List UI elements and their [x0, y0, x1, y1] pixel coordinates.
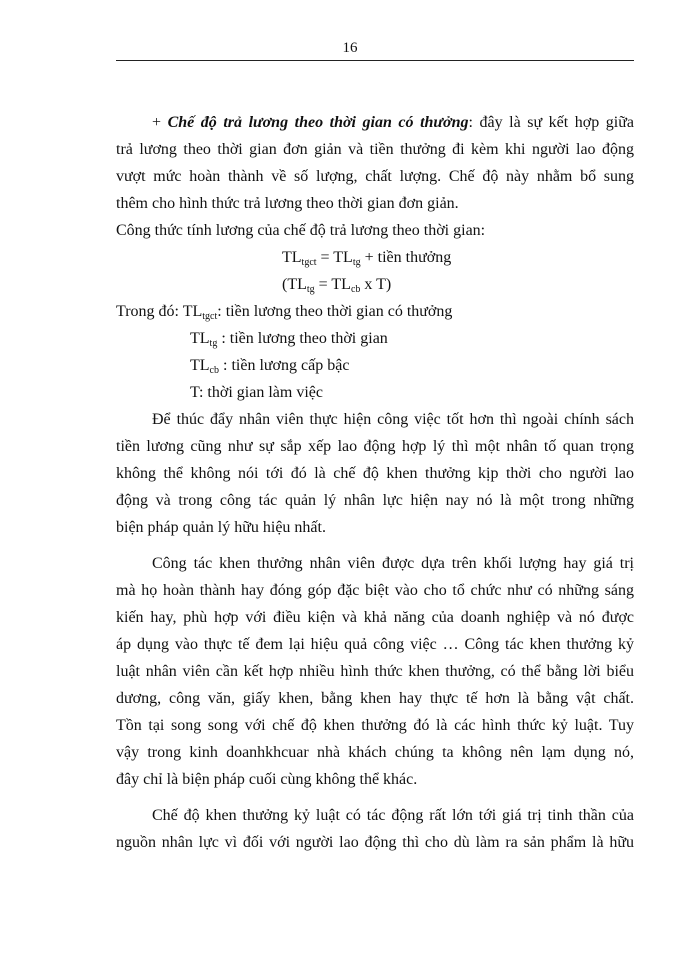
formula-text: = TL [314, 276, 351, 293]
formula-secondary [116, 271, 634, 298]
formula-text: x T) [360, 276, 392, 293]
paragraph-line: mà họ hoàn thành hay đóng góp đặc biệt vào cho tổ chức như có những sáng [116, 582, 634, 599]
paragraph-line: dương, công văn, giấy khen, bằng khen hay thực tế hơn là bằng vật chất. [116, 690, 634, 707]
paragraph-line: thêm cho hình thức trả lương theo thời gian đơn giản. [116, 195, 459, 212]
formula-text: (TL [282, 276, 307, 293]
paragraph-motivation [116, 406, 634, 541]
term-definition-start: : đây là sự kết hợp giữa [468, 114, 634, 131]
paragraph-line: Tồn tại song song với chế độ khen thưởng đó là các hình thức kỷ luật. Tuy [116, 717, 634, 734]
definition-text: : tiền lương theo thời gian [217, 330, 388, 347]
paragraph-line: đây chỉ là biện pháp cuối cùng không thể khác. [116, 771, 418, 788]
paragraph-line: nguồn nhân lực vì đối với người lao động thì cho dù làm ra sản phẩm là hữu [116, 834, 634, 851]
page-number: 16 [342, 40, 358, 56]
formula-subscript: tg [352, 257, 361, 268]
paragraph-reward-work [116, 550, 634, 793]
formula-main [116, 244, 634, 271]
formula-subscript: tgct [301, 257, 317, 268]
header-rule [116, 60, 634, 61]
paragraph-line [116, 109, 634, 136]
paragraph-line: áp dụng vào thực tế đem lại hiệu quả công việc … Công tác khen thưởng kỷ [116, 636, 634, 653]
paragraph-line: biện pháp quản lý hữu hiệu nhất. [116, 519, 326, 536]
term-heading: Chế độ trả lương theo thời gian có thưởng [167, 114, 469, 131]
definition-tgct [116, 298, 634, 325]
document-body [116, 109, 634, 856]
definition-prefix: Trong đó: TL [116, 303, 203, 320]
formula-intro: Công thức tính lương của chế độ trả lương theo thời gian: [116, 222, 486, 239]
formula-subscript: tgct [202, 311, 218, 322]
definition-text: : tiền lương theo thời gian có thưởng [217, 303, 453, 320]
definition-symbol: TL [190, 330, 210, 347]
paragraph-time-wage-bonus [116, 109, 634, 217]
definition-t: T: thời gian làm việc [190, 384, 323, 401]
paragraph-reward-discipline [116, 802, 634, 856]
formula-subscript: tg [306, 284, 315, 295]
paragraph-line: kiến hay, phù hợp với điều kiện và khả năng của doanh nghiệp và nó được [116, 609, 634, 626]
paragraph-line: Công tác khen thưởng nhân viên được dựa trên khối lượng hay giá trị [152, 555, 634, 572]
formula-subscript: tg [209, 338, 218, 349]
paragraph-line: động và trong công tác quản lý nhân lực hiện nay nó là một trong những [116, 492, 634, 509]
paragraph-line: vượt mức hoàn thành về số lượng, chất lượng. Chế độ này nhằm bổ sung [116, 168, 634, 185]
paragraph-line: không thể không nói tới đó là chế độ khen thưởng kịp thời cho người lao [116, 465, 634, 482]
formula-symbol: TL [282, 249, 302, 266]
formula-subscript: cb [209, 365, 219, 376]
paragraph-line: Chế độ khen thưởng kỷ luật có tác động rất lớn tới giá trị tinh thần của [152, 807, 634, 824]
definition-tg [116, 325, 634, 352]
formula-text: = TL [316, 249, 353, 266]
variable-definitions [116, 298, 634, 406]
formula-text: + tiền thưởng [360, 249, 452, 266]
bullet-plus: + [152, 114, 168, 131]
paragraph-line: Để thúc đẩy nhân viên thực hiện công việc tốt hơn thì ngoài chính sách [152, 411, 634, 428]
paragraph-line: trả lương theo thời gian đơn giản và tiền thưởng đi kèm khi người lao động [116, 141, 634, 158]
paragraph-line: tiền lương cũng như sự sắp xếp lao động hợp lý thì một nhân tố quan trọng [116, 438, 634, 455]
definition-cb [116, 352, 634, 379]
paragraph-line: vậy trong kinh doanhkhcuar nhà khách chúng ta không nên lạm dụng nó, [116, 744, 634, 761]
paragraph-line: luật nhân viên cần kết hợp nhiều hình thức khen thưởng, có thể bằng lời biểu [116, 663, 634, 680]
formula-subscript: cb [350, 284, 361, 295]
definition-symbol: TL [190, 357, 210, 374]
definition-text: : tiền lương cấp bậc [219, 357, 350, 374]
